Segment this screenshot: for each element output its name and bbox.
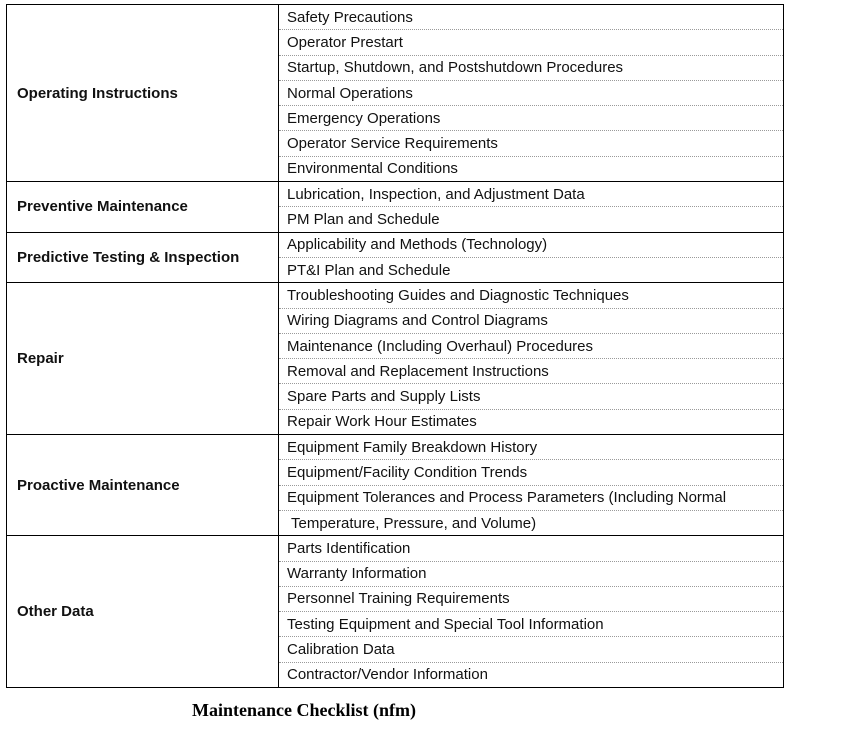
checklist-item: PM Plan and Schedule	[279, 207, 784, 232]
checklist-item: Warranty Information	[279, 561, 784, 586]
checklist-item: PT&I Plan and Schedule	[279, 257, 784, 282]
category-label: Proactive Maintenance	[7, 435, 279, 536]
category-label: Preventive Maintenance	[7, 182, 279, 233]
checklist-item: Equipment/Facility Condition Trends	[279, 460, 784, 485]
checklist-item: Startup, Shutdown, and Postshutdown Procedures	[279, 55, 784, 80]
checklist-item: Normal Operations	[279, 80, 784, 105]
checklist-item: Testing Equipment and Special Tool Information	[279, 612, 784, 637]
checklist-item: Wiring Diagrams and Control Diagrams	[279, 308, 784, 333]
table-caption: Maintenance Checklist (nfm)	[192, 700, 416, 720]
category-label: Other Data	[7, 536, 279, 688]
checklist-row	[7, 5, 784, 30]
checklist-item: Removal and Replacement Instructions	[279, 359, 784, 384]
checklist-item: Operator Prestart	[279, 30, 784, 55]
checklist-item: Equipment Tolerances and Process Parameters (Including Normal	[279, 485, 784, 510]
checklist-item: Equipment Family Breakdown History	[279, 435, 784, 460]
category-label: Operating Instructions	[7, 5, 279, 182]
category-label: Predictive Testing & Inspection	[7, 232, 279, 283]
checklist-item: Operator Service Requirements	[279, 131, 784, 156]
checklist-item: Parts Identification	[279, 536, 784, 561]
checklist-item: Calibration Data	[279, 637, 784, 662]
checklist-item: Safety Precautions	[279, 5, 784, 30]
checklist-item: Environmental Conditions	[279, 156, 784, 181]
checklist-item: Personnel Training Requirements	[279, 586, 784, 611]
checklist-body	[7, 5, 784, 688]
checklist-item: Temperature, Pressure, and Volume)	[279, 510, 784, 535]
checklist-item: Troubleshooting Guides and Diagnostic Techniques	[279, 283, 784, 308]
checklist-item: Applicability and Methods (Technology)	[279, 232, 784, 257]
category-label: Repair	[7, 283, 279, 435]
checklist-item: Emergency Operations	[279, 106, 784, 131]
checklist-item: Maintenance (Including Overhaul) Procedures	[279, 333, 784, 358]
checklist-item: Contractor/Vendor Information	[279, 662, 784, 687]
checklist-row	[7, 536, 784, 561]
checklist-item: Lubrication, Inspection, and Adjustment Data	[279, 182, 784, 207]
maintenance-checklist-table	[6, 4, 784, 688]
checklist-row	[7, 232, 784, 257]
checklist-row	[7, 435, 784, 460]
checklist-row	[7, 283, 784, 308]
checklist-row	[7, 182, 784, 207]
checklist-item: Spare Parts and Supply Lists	[279, 384, 784, 409]
checklist-item: Repair Work Hour Estimates	[279, 409, 784, 434]
